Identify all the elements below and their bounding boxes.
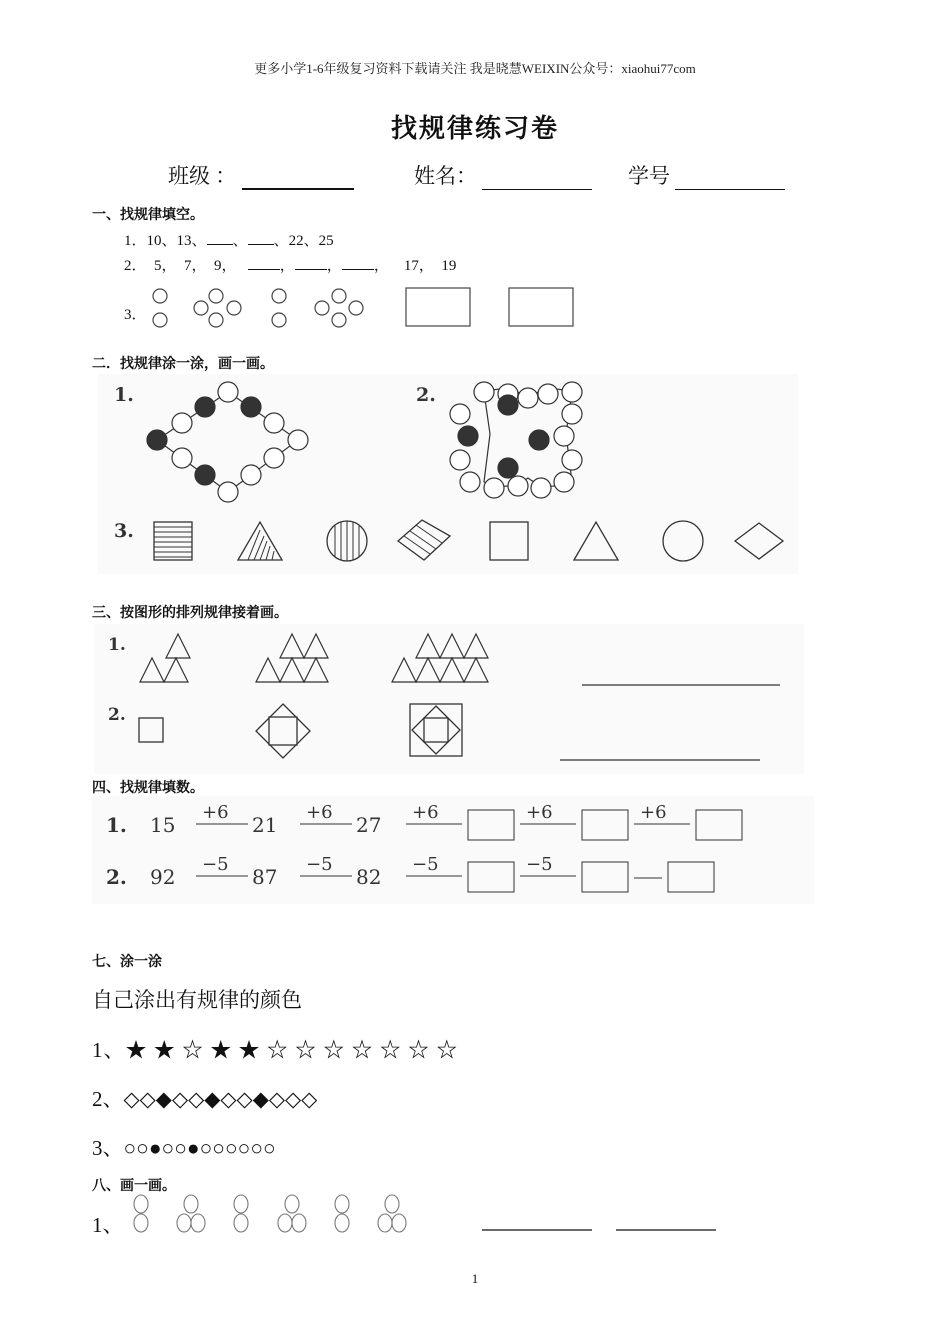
page-number: 1 (471, 1271, 479, 1286)
answer-box[interactable] (582, 862, 628, 892)
section1-q1 (124, 229, 334, 250)
fig3-label: 3. (114, 520, 134, 542)
class-label: 班级 ： (168, 164, 237, 188)
fig1-label: 1. (114, 384, 134, 406)
s3-label-2: 2. (108, 705, 126, 725)
fig2-label: 2. (416, 384, 436, 406)
section4-heading: 四、找规律填数。 (92, 780, 204, 796)
answer-box[interactable] (696, 810, 742, 840)
s4-row2-start: 92 (150, 865, 176, 889)
pattern-line-3[interactable]: 3、○○●○○●○○○○○○ (92, 1136, 276, 1160)
class-blank[interactable] (242, 166, 354, 190)
answer-box[interactable] (406, 288, 470, 326)
pattern-line-1[interactable]: 1、★ ★ ☆ ★ ★ ☆ ☆ ☆ ☆ ☆ ☆ ☆ (92, 1038, 459, 1062)
page-title: 找规律练习卷 (390, 114, 559, 143)
section8-oval-pattern (126, 1192, 726, 1240)
answer-box[interactable] (668, 862, 714, 892)
q1-sep: 、 (273, 233, 289, 249)
section7-instruction: 自己涂出有规律的颜色 (92, 988, 302, 1012)
answer-box[interactable] (468, 810, 514, 840)
q2-blank-2[interactable] (295, 255, 327, 270)
q1-blank-1[interactable] (207, 230, 233, 245)
s3-label-1: 1. (108, 635, 126, 655)
svg-text:+6: +6 (526, 802, 553, 823)
svg-text:+6: +6 (412, 802, 439, 823)
name-label: 姓名： (414, 164, 477, 188)
svg-text:−5: −5 (306, 854, 333, 875)
q2-sep: ， (373, 258, 389, 274)
s4-row1-num: 1. (106, 813, 127, 837)
q3-circle-pattern (140, 282, 590, 332)
section7-heading: 七、涂一涂 (92, 954, 162, 970)
svg-text:−5: −5 (526, 854, 553, 875)
q2-blank-1[interactable] (248, 255, 280, 270)
section1-heading: 一、找规律填空。 (92, 207, 204, 223)
id-field (628, 160, 785, 190)
svg-text:21: 21 (252, 813, 278, 837)
svg-text:−5: −5 (412, 854, 439, 875)
section3-heading: 三、按图形的排列规律接着画。 (92, 605, 288, 621)
section2-figure (98, 374, 798, 574)
name-field (414, 160, 592, 190)
section8-heading: 八、画一画。 (92, 1178, 176, 1194)
answer-box[interactable] (582, 810, 628, 840)
section4-figure (92, 796, 814, 904)
section8-num: 1、 (92, 1213, 124, 1237)
q1-given: 10、13、 (146, 233, 207, 249)
id-label: 学号 (628, 164, 670, 188)
section1-q2 (124, 254, 456, 275)
q1-sep: 、 (232, 233, 248, 249)
name-blank[interactable] (482, 167, 592, 190)
class-field (168, 160, 354, 190)
section3-figure (94, 624, 804, 774)
q2-given: 5， 7， 9， (154, 258, 237, 274)
pattern-line-2[interactable]: 2、◇◇◆◇◇◆◇◇◆◇◇◇ (92, 1087, 318, 1111)
q3-number: 3． (124, 307, 147, 323)
section2-heading: 二．找规律涂一涂，画一画。 (92, 356, 274, 372)
answer-box[interactable] (468, 862, 514, 892)
page-header: 更多小学1-6年级复习资料下载请关注 我是晓慧WEIXIN公众号：xiaohui77com (254, 61, 696, 76)
svg-text:87: 87 (252, 865, 278, 889)
q1-number: 1． (124, 233, 147, 249)
q2-sep: ， (279, 258, 295, 274)
q1-tail: 22、25 (288, 233, 334, 249)
s4-row1-steps (196, 802, 742, 840)
q2-tail: 17， 19 (403, 258, 457, 274)
q2-sep: ， (326, 258, 342, 274)
answer-box[interactable] (509, 288, 573, 326)
q2-blank-3[interactable] (342, 255, 374, 270)
s4-row2-steps (196, 854, 714, 892)
s4-row1-start: 15 (150, 813, 176, 837)
svg-text:+6: +6 (202, 802, 229, 823)
id-blank[interactable] (675, 167, 785, 190)
q1-blank-2[interactable] (248, 230, 274, 245)
svg-text:27: 27 (356, 813, 382, 837)
svg-text:+6: +6 (306, 802, 333, 823)
svg-text:−5: −5 (202, 854, 229, 875)
svg-text:+6: +6 (640, 802, 667, 823)
s4-row2-num: 2. (106, 865, 127, 889)
q2-number: 2． (124, 258, 147, 274)
svg-text:82: 82 (356, 865, 382, 889)
